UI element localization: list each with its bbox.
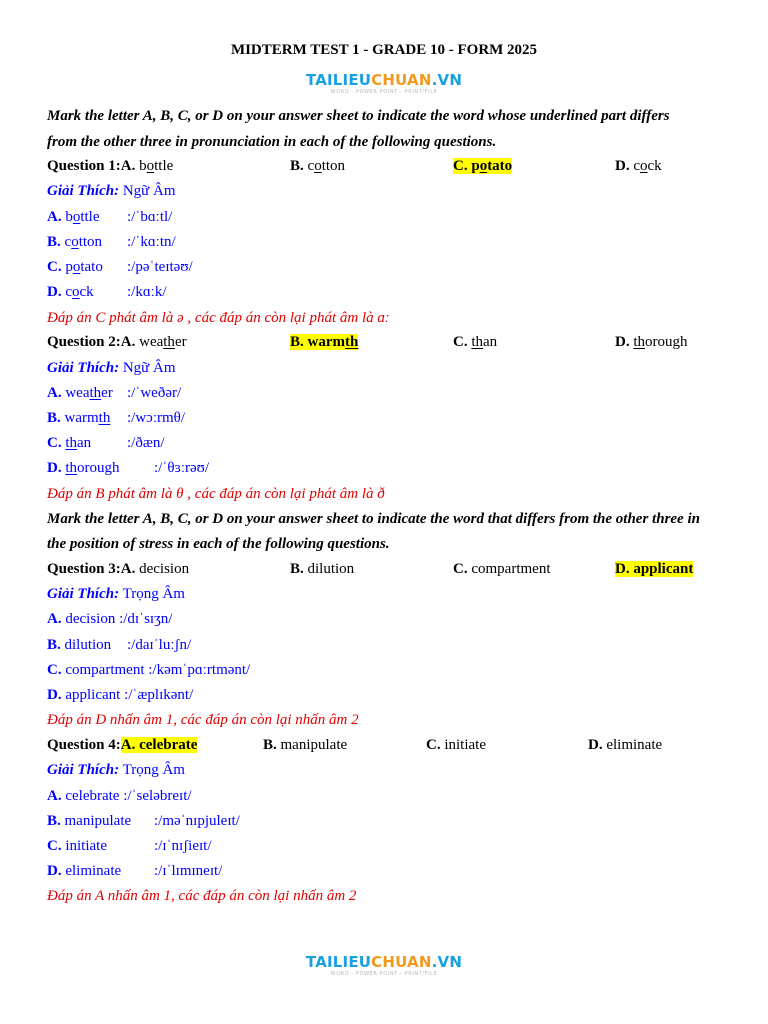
- answer-note: Đáp án C phát âm là ə , các đáp án còn lại phát âm là ɑː: [47, 310, 390, 326]
- option-a-correct: A. celebrate: [120, 737, 198, 753]
- question-label: Question 4:: [47, 737, 121, 753]
- ipa-transcription: :/ˈkɑːtn/: [127, 234, 176, 250]
- instruction-line: from the other three in pronunciation in each of the following questions.: [47, 134, 497, 150]
- page-title: MIDTERM TEST 1 - GRADE 10 - FORM 2025: [230, 42, 538, 58]
- question-label: Question 1:: [47, 158, 121, 174]
- instruction-line: Mark the letter A, B, C, or D on your answer sheet to indicate the word whose underlined part differs: [47, 108, 670, 124]
- question-3: Question 3:A. decision: [47, 561, 190, 577]
- option-b-correct: B. warmth: [290, 334, 359, 350]
- option-c: C. compartment: [453, 561, 551, 577]
- ipa-transcription: :/ˈθɜːrəʊ/: [154, 460, 210, 476]
- option-b: B. dilution: [290, 561, 355, 577]
- ipa-transcription: :/ðæn/: [127, 435, 165, 451]
- logo-part1: TAILIEU: [305, 71, 372, 89]
- ipa-transcription: :/ˈbɑːtl/: [127, 209, 173, 225]
- word-row: D. applicant :/ˈæplɪkənt/: [47, 687, 194, 703]
- word-row: A. decision :/dɪˈsɪʒn/: [47, 611, 173, 627]
- option-c: C. than: [453, 334, 498, 350]
- ipa-transcription: :/məˈnɪpjuleɪt/: [154, 813, 240, 829]
- logo-part2: CHUAN: [371, 71, 432, 89]
- word-row: A. weather: [47, 385, 113, 401]
- logo-tagline: WORD - POWER POINT - PRINT/FILE: [330, 89, 438, 95]
- ipa-transcription: :/pəˈteɪtəʊ/: [127, 259, 193, 275]
- option-c: C. initiate: [426, 737, 486, 753]
- option-b: B. cotton: [290, 158, 346, 174]
- instruction-line: Mark the letter A, B, C, or D on your answer sheet to indicate the word that differs from the other three in: [47, 511, 700, 527]
- option-c-correct: C. potato: [453, 158, 513, 174]
- option-d: D. thorough: [615, 334, 688, 350]
- word-row: D. cock: [47, 284, 94, 300]
- explanation-heading: Giải Thích: Trọng Âm: [47, 762, 185, 778]
- ipa-transcription: :/ɪˈlɪmɪneɪt/: [154, 863, 223, 879]
- word-row: D. thorough: [47, 460, 120, 476]
- ipa-transcription: :/daɪˈluːʃn/: [127, 637, 192, 653]
- option-letter: A.: [120, 158, 136, 174]
- word-row: B. dilution: [47, 637, 112, 653]
- word-row: C. compartment :/kəmˈpɑːrtmənt/: [47, 662, 251, 678]
- word-row: B. warmth: [47, 410, 111, 426]
- explanation-heading: Giải Thích: Trọng Âm: [47, 586, 185, 602]
- explanation-heading: Giải Thích: Ngữ Âm: [47, 360, 176, 376]
- option-d-correct: D. applicant: [615, 561, 694, 577]
- option-d: D. eliminate: [588, 737, 663, 753]
- word-row: C. initiate: [47, 838, 107, 854]
- word-row: D. eliminate: [47, 863, 122, 879]
- word-row: C. than: [47, 435, 92, 451]
- word-row: B. cotton: [47, 234, 103, 250]
- option-a: bottle: [139, 158, 174, 174]
- ipa-transcription: :/wɔːrmθ/: [127, 410, 186, 426]
- brand-logo-bottom: TAILIEUCHUAN.VN WORD - POWER POINT - PRINT/FILE: [305, 953, 463, 977]
- logo-part3: .VN: [431, 71, 463, 89]
- question-1: [47, 157, 173, 175]
- word-row: C. potato: [47, 259, 103, 275]
- explanation-heading: Giải Thích: Ngữ Âm: [47, 183, 176, 199]
- question-2: Question 2:A. weather: [47, 334, 187, 350]
- question-label: Question 3:: [47, 561, 121, 577]
- instruction-line: the position of stress in each of the following questions.: [47, 536, 390, 552]
- word-row: B. manipulate: [47, 813, 132, 829]
- question-4: [47, 736, 197, 754]
- ipa-transcription: :/kɑːk/: [127, 284, 167, 300]
- option-d: D. cock: [615, 158, 662, 174]
- answer-note: Đáp án D nhấn âm 1, các đáp án còn lại nhấn âm 2: [47, 712, 359, 728]
- option-b: B. manipulate: [263, 737, 348, 753]
- brand-logo-top: [0, 73, 768, 95]
- word-row: A. celebrate :/ˈseləbreɪt/: [47, 788, 192, 804]
- ipa-transcription: :/ɪˈnɪʃieɪt/: [154, 838, 212, 854]
- word-row: A. bottle: [47, 209, 100, 225]
- answer-note: Đáp án A nhấn âm 1, các đáp án còn lại nhấn âm 2: [47, 888, 357, 904]
- question-label: Question 2:: [47, 334, 121, 350]
- ipa-transcription: :/ˈweðər/: [127, 385, 182, 401]
- answer-note: Đáp án B phát âm là θ , các đáp án còn lại phát âm là ð: [47, 486, 385, 502]
